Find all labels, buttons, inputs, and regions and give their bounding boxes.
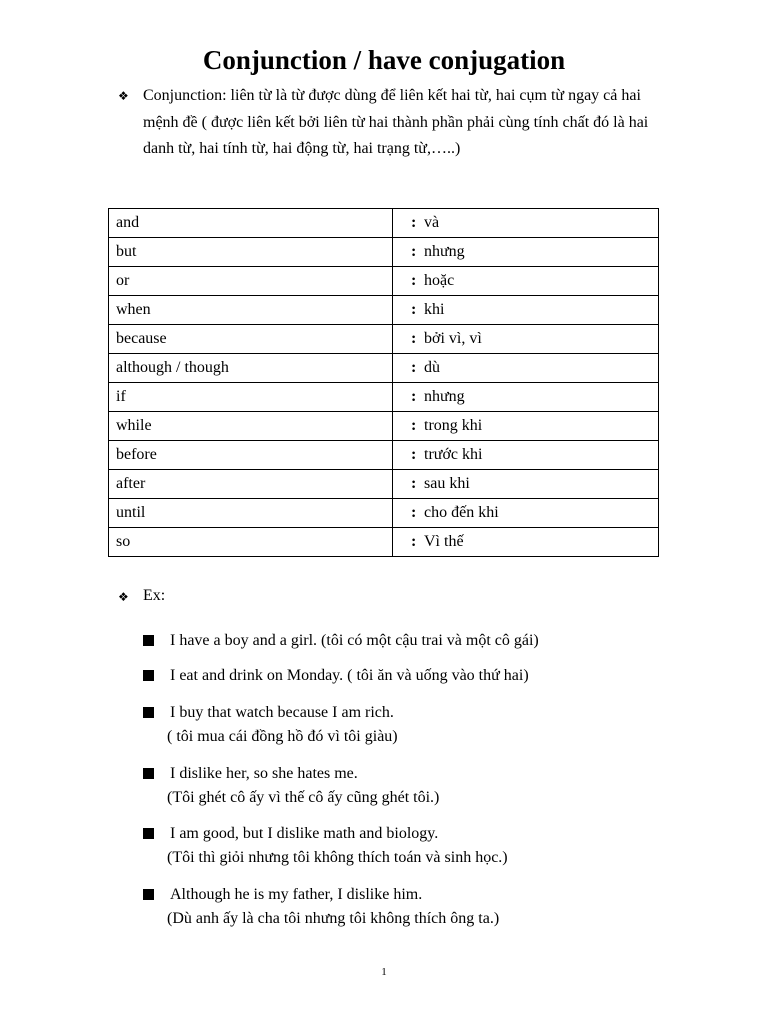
conjunction-table-body bbox=[109, 209, 659, 557]
examples-label: Ex: bbox=[143, 587, 166, 604]
example-translation: (Dù anh ấy là cha tôi nhưng tôi không thích ông ta.) bbox=[167, 910, 500, 927]
colon-separator: : bbox=[411, 214, 417, 231]
example-translation: ( tôi mua cái đồng hồ đó vì tôi giàu) bbox=[167, 728, 398, 745]
example-item bbox=[143, 762, 703, 810]
example-translation: (Tôi ghét cô ấy vì thế cô ấy cũng ghét tôi.) bbox=[167, 789, 440, 806]
table-row bbox=[109, 238, 659, 267]
vietnamese-meaning-cell bbox=[393, 412, 659, 441]
english-term: or bbox=[109, 267, 393, 296]
vietnamese-meaning-cell bbox=[393, 499, 659, 528]
vietnamese-meaning: trước khi bbox=[424, 446, 483, 463]
table-row bbox=[109, 528, 659, 557]
example-item bbox=[143, 822, 703, 870]
example-sentence: I dislike her, so she hates me. bbox=[170, 765, 358, 782]
vietnamese-meaning-cell bbox=[393, 296, 659, 325]
vietnamese-meaning: khi bbox=[424, 301, 445, 318]
vietnamese-meaning-cell bbox=[393, 470, 659, 499]
colon-separator: : bbox=[411, 417, 417, 434]
vietnamese-meaning-cell bbox=[393, 209, 659, 238]
page-number: 1 bbox=[381, 966, 387, 978]
example-sentence: I eat and drink on Monday. ( tôi ăn và uống vào thứ hai) bbox=[170, 667, 529, 684]
table-row bbox=[109, 441, 659, 470]
english-term: while bbox=[109, 412, 393, 441]
vietnamese-meaning-cell bbox=[393, 441, 659, 470]
english-term: because bbox=[109, 325, 393, 354]
colon-separator: : bbox=[411, 272, 417, 289]
example-sentence: I have a boy and a girl. (tôi có một cậu trai và một cô gái) bbox=[170, 632, 539, 649]
square-bullet-icon bbox=[143, 707, 154, 718]
table-row bbox=[109, 470, 659, 499]
vietnamese-meaning-cell bbox=[393, 325, 659, 354]
table-row bbox=[109, 267, 659, 296]
colon-separator: : bbox=[411, 446, 417, 463]
vietnamese-meaning: bởi vì, vì bbox=[424, 330, 482, 347]
example-item bbox=[143, 883, 703, 931]
colon-separator: : bbox=[411, 301, 417, 318]
square-bullet-icon bbox=[143, 670, 154, 681]
square-bullet-icon bbox=[143, 635, 154, 646]
example-item bbox=[143, 664, 703, 688]
page-title: Conjunction / have conjugation bbox=[202, 45, 566, 75]
vietnamese-meaning: Vì thế bbox=[424, 533, 464, 550]
square-bullet-icon bbox=[143, 768, 154, 779]
vietnamese-meaning: nhưng bbox=[424, 243, 465, 260]
table-row bbox=[109, 383, 659, 412]
example-item bbox=[143, 629, 703, 653]
table-row bbox=[109, 354, 659, 383]
colon-separator: : bbox=[411, 388, 417, 405]
colon-separator: : bbox=[411, 475, 417, 492]
example-item bbox=[143, 701, 703, 749]
english-term: after bbox=[109, 470, 393, 499]
intro-paragraph: Conjunction: liên từ là từ được dùng để liên kết hai từ, hai cụm từ ngay cả hai mệnh đề ( được liên kết bởi liên từ hai thành phần phải cùng tính chất đó là hai danh từ, hai tính từ, hai động từ, hai trạng từ,…..) bbox=[143, 87, 649, 157]
colon-separator: : bbox=[411, 533, 417, 550]
vietnamese-meaning-cell bbox=[393, 528, 659, 557]
english-term: although / though bbox=[109, 354, 393, 383]
diamond-bullet-icon: ❖ bbox=[118, 590, 129, 604]
vietnamese-meaning: cho đến khi bbox=[424, 504, 499, 521]
vietnamese-meaning-cell bbox=[393, 354, 659, 383]
colon-separator: : bbox=[411, 504, 417, 521]
table-row bbox=[109, 499, 659, 528]
table-row bbox=[109, 296, 659, 325]
square-bullet-icon bbox=[143, 889, 154, 900]
vietnamese-meaning: sau khi bbox=[424, 475, 470, 492]
vietnamese-meaning: nhưng bbox=[424, 388, 465, 405]
example-translation: (Tôi thì giỏi nhưng tôi không thích toán và sinh học.) bbox=[167, 849, 508, 866]
english-term: if bbox=[109, 383, 393, 412]
english-term: before bbox=[109, 441, 393, 470]
conjunction-table bbox=[108, 208, 659, 557]
english-term: but bbox=[109, 238, 393, 267]
diamond-bullet-icon: ❖ bbox=[118, 89, 129, 103]
square-bullet-icon bbox=[143, 828, 154, 839]
colon-separator: : bbox=[411, 243, 417, 260]
vietnamese-meaning-cell bbox=[393, 267, 659, 296]
colon-separator: : bbox=[411, 359, 417, 376]
vietnamese-meaning: và bbox=[424, 214, 440, 231]
example-sentence: I am good, but I dislike math and biology. bbox=[170, 825, 439, 842]
vietnamese-meaning-cell bbox=[393, 383, 659, 412]
vietnamese-meaning: hoặc bbox=[424, 272, 455, 289]
example-sentence: I buy that watch because I am rich. bbox=[170, 704, 394, 721]
english-term: when bbox=[109, 296, 393, 325]
table-row bbox=[109, 412, 659, 441]
english-term: so bbox=[109, 528, 393, 557]
table-row bbox=[109, 325, 659, 354]
example-sentence: Although he is my father, I dislike him. bbox=[170, 886, 423, 903]
table-row bbox=[109, 209, 659, 238]
english-term: until bbox=[109, 499, 393, 528]
english-term: and bbox=[109, 209, 393, 238]
vietnamese-meaning: dù bbox=[424, 359, 440, 376]
colon-separator: : bbox=[411, 330, 417, 347]
vietnamese-meaning-cell bbox=[393, 238, 659, 267]
vietnamese-meaning: trong khi bbox=[424, 417, 483, 434]
